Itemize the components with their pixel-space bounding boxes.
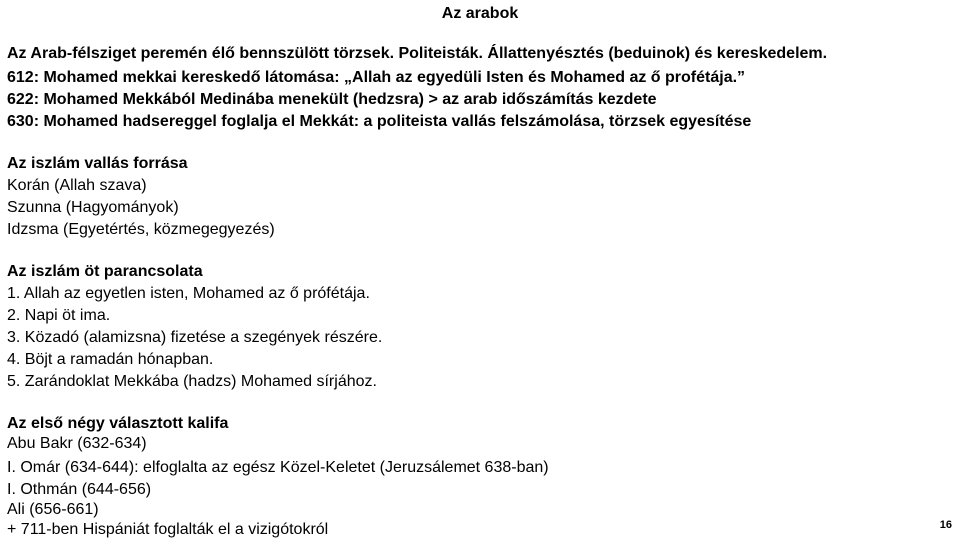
caliph-item: I. Omár (634-644): elfoglalta az egész Közel-Keletet (Jeruzsálemet 638-ban) xyxy=(7,459,549,476)
intro-line: 622: Mohamed Mekkából Medinába menekült (hedzsra) > az arab időszámítás kezdete xyxy=(7,91,657,108)
slide-title: Az arabok xyxy=(441,5,519,22)
intro-line: Az Arab-félsziget peremén élő bennszülött törzsek. Politeisták. Állattenyésztés (beduinok) és kereskedelem. xyxy=(7,45,828,62)
caliph-item: I. Othmán (644-656) xyxy=(7,481,152,498)
source-item: Idzsma (Egyetértés, közmegegyezés) xyxy=(7,221,275,238)
page-number: 16 xyxy=(939,519,952,531)
caliph-item: Abu Bakr (632-634) xyxy=(7,435,147,452)
caliph-item: Ali (656-661) xyxy=(7,501,99,518)
sources-heading: Az iszlám vallás forrása xyxy=(7,155,188,172)
intro-line: 612: Mohamed mekkai kereskedő látomása: „Allah az egyedüli Isten és Mohamed az ő profétája.” xyxy=(7,69,746,86)
commandment-item: 2. Napi öt ima. xyxy=(7,307,111,324)
commandment-item: 5. Zarándoklat Mekkába (hadzs) Mohamed sírjához. xyxy=(7,373,377,390)
commandments-heading: Az iszlám öt parancsolata xyxy=(7,263,203,280)
commandment-item: 1. Allah az egyetlen isten, Mohamed az ő prófétája. xyxy=(7,285,370,302)
commandment-item: 3. Közadó (alamizsna) fizetése a szegények részére. xyxy=(7,329,383,346)
source-item: Korán (Allah szava) xyxy=(7,177,147,194)
intro-line: 630: Mohamed hadsereggel foglalja el Mekkát: a politeista vallás felszámolása, törzsek egyesítése xyxy=(7,113,752,130)
caliphs-heading: Az első négy választott kalifa xyxy=(7,415,229,432)
source-item: Szunna (Hagyományok) xyxy=(7,199,179,216)
commandment-item: 4. Böjt a ramadán hónapban. xyxy=(7,351,214,368)
caliph-item: + 711-ben Hispániát foglalták el a vizigótokról xyxy=(7,521,329,538)
